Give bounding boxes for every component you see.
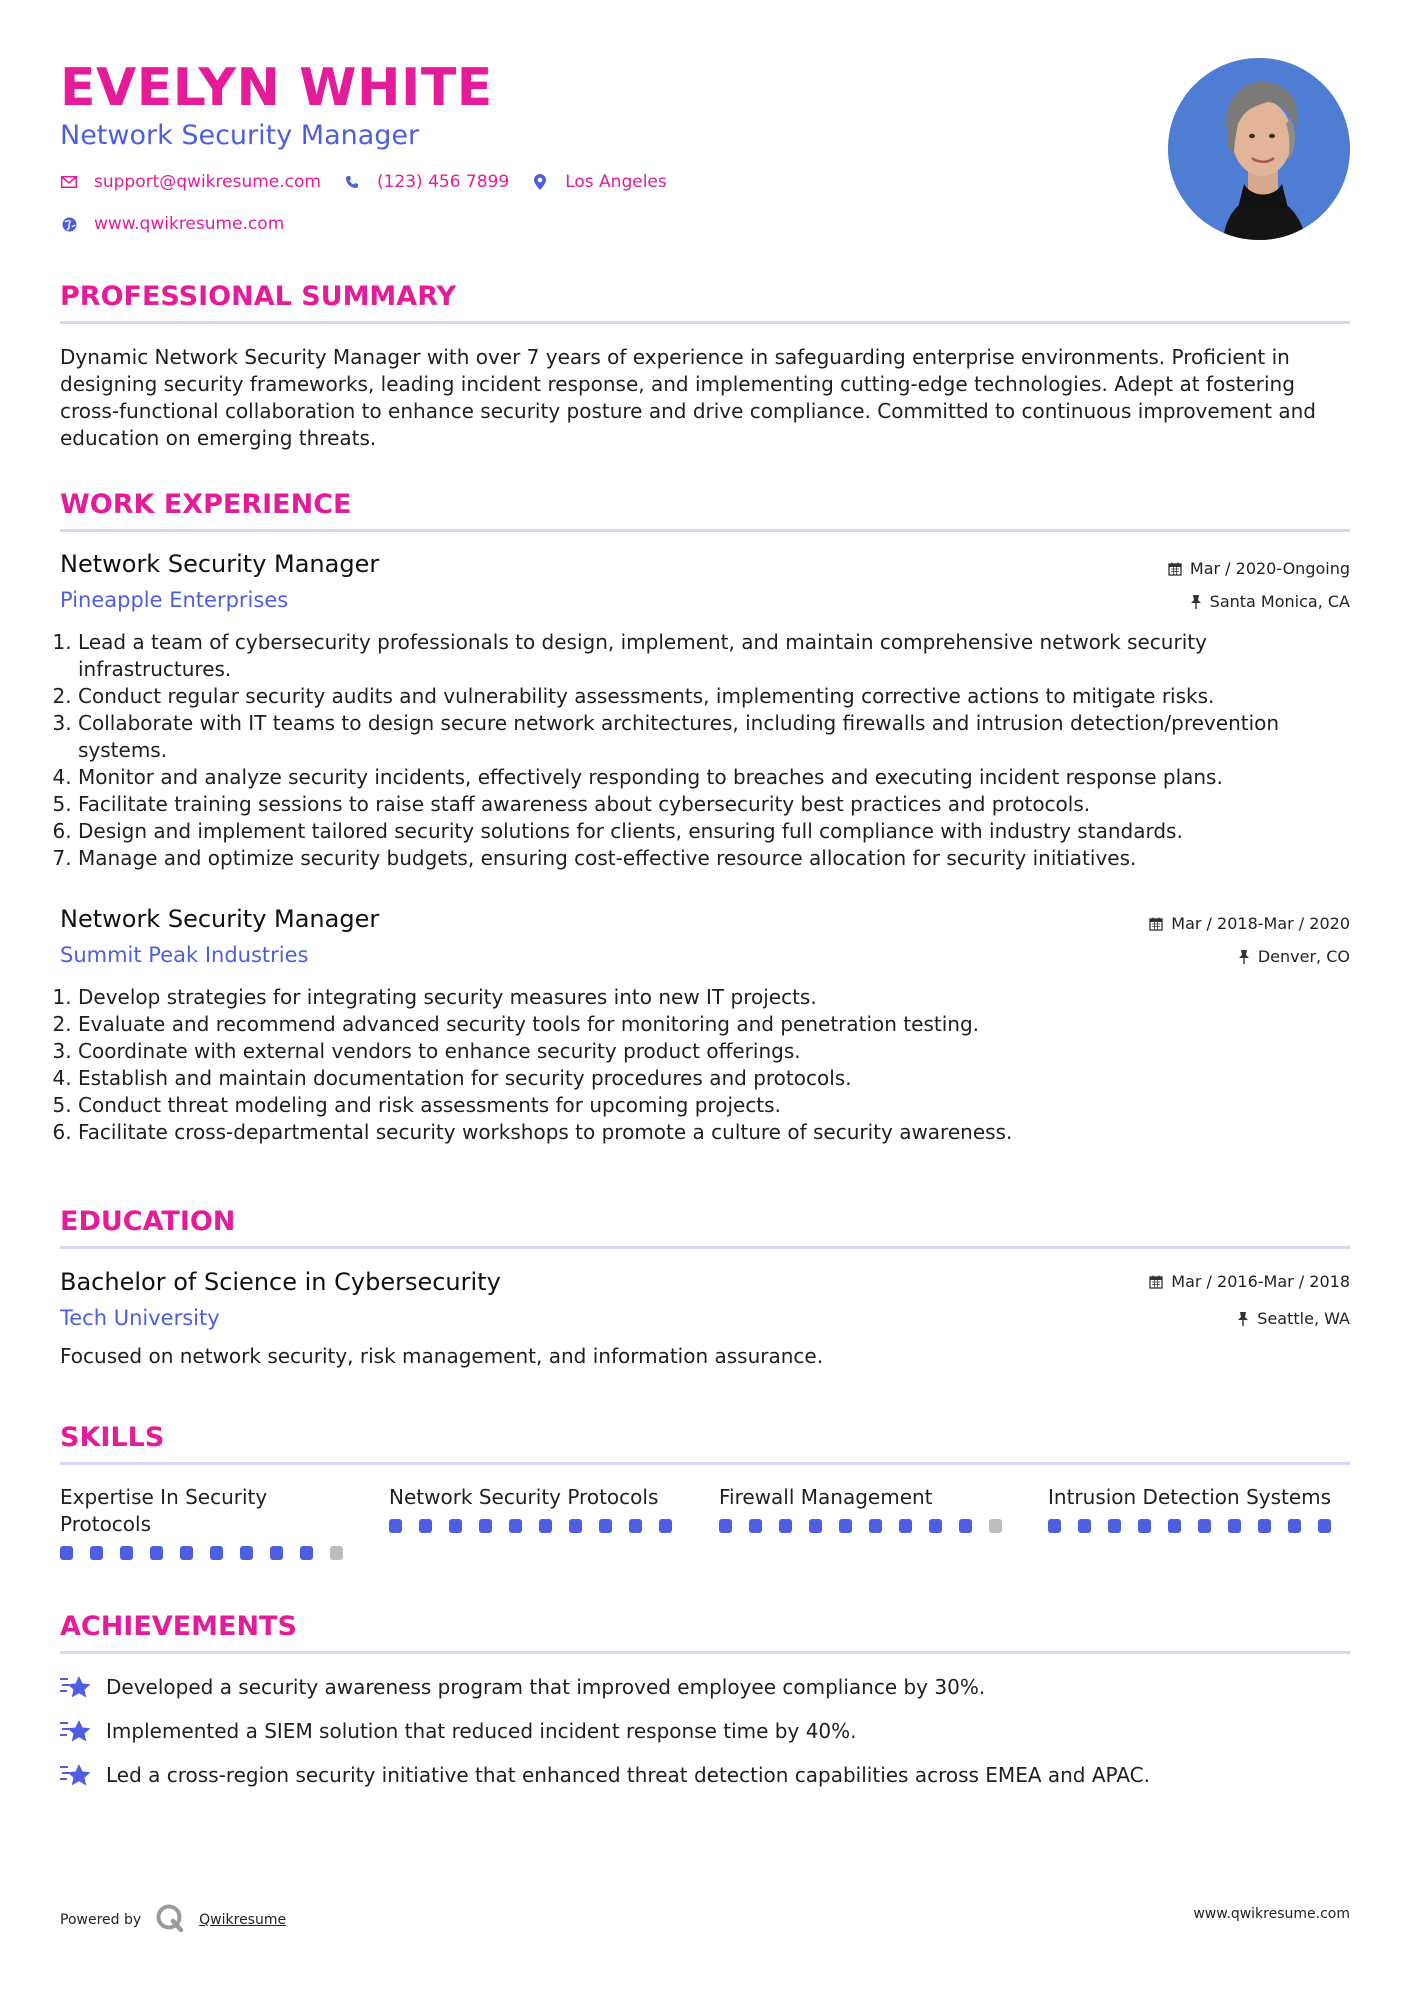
footer-powered-by [60, 1903, 286, 1937]
skill-dot-filled [1108, 1519, 1121, 1533]
section-title-experience: WORK EXPERIENCE [60, 489, 352, 520]
skill-dot-filled [629, 1519, 642, 1533]
skill-dot-filled [509, 1519, 522, 1533]
website-row [60, 214, 306, 234]
skill-dot-filled [449, 1519, 462, 1533]
skill-rating [719, 1519, 1019, 1533]
job-location [1190, 592, 1350, 611]
duty-item: 3. Collaborate with IT teams to design secure network architectures, including firewalls and intrusion detection/prevention systems. [78, 710, 1348, 764]
job-title: Network Security Manager [60, 550, 380, 578]
globe-icon [60, 215, 78, 233]
skill-dot-filled [569, 1519, 582, 1533]
skill-dot-filled [300, 1546, 313, 1560]
achievement-item [60, 1719, 857, 1743]
duty-item: 4. Monitor and analyze security incidents, effectively responding to breaches and executing incident response plans. [78, 764, 1348, 791]
duty-item: 5. Conduct threat modeling and risk assessments for upcoming projects. [78, 1092, 1348, 1119]
education-location [1237, 1309, 1350, 1328]
job-dates [1168, 559, 1350, 578]
map-pin-icon [531, 173, 549, 191]
skill-label: Intrusion Detection Systems [1048, 1485, 1332, 1509]
section-divider [60, 1651, 1350, 1654]
section-title-summary: PROFESSIONAL SUMMARY [60, 281, 457, 312]
skill-dot-filled [839, 1519, 852, 1533]
skill-dot-filled [1048, 1519, 1061, 1533]
profile-photo [1168, 58, 1350, 240]
duty-item: 2. Conduct regular security audits and vulnerability assessments, implementing corrective actions to mitigate risks. [78, 683, 1348, 710]
skill-dot-filled [959, 1519, 972, 1533]
skill-dot-filled [120, 1546, 133, 1560]
section-title-skills: SKILLS [60, 1422, 165, 1453]
achievement-item [60, 1675, 985, 1699]
duty-item: 4. Establish and maintain documentation for security procedures and protocols. [78, 1065, 1348, 1092]
school-name: Tech University [60, 1306, 220, 1330]
skill-item [719, 1484, 1019, 1533]
contact-row [60, 172, 689, 192]
job-dates-text: Mar / 2018-Mar / 2020 [1171, 914, 1350, 933]
envelope-icon [60, 173, 78, 191]
skill-dot-filled [419, 1519, 432, 1533]
star-icon [60, 1719, 92, 1743]
phone-icon [343, 173, 361, 191]
skill-item [60, 1484, 360, 1560]
skill-dot-empty [989, 1519, 1002, 1533]
skill-dot-filled [929, 1519, 942, 1533]
skill-dot-filled [899, 1519, 912, 1533]
skill-dot-filled [809, 1519, 822, 1533]
duty-list [60, 984, 1348, 1146]
powered-by-label: Powered by [60, 1912, 142, 1928]
email-link[interactable]: support@qwikresume.com [94, 172, 321, 192]
skill-item [389, 1484, 689, 1533]
skill-dot-filled [1228, 1519, 1241, 1533]
skill-dot-filled [539, 1519, 552, 1533]
skill-rating [60, 1546, 360, 1560]
skill-dot-filled [749, 1519, 762, 1533]
skill-dot-filled [1138, 1519, 1151, 1533]
duty-item: 1. Lead a team of cybersecurity professionals to design, implement, and maintain comprehensive network security infrastructures. [78, 629, 1348, 683]
section-title-education: EDUCATION [60, 1206, 236, 1237]
star-icon [60, 1763, 92, 1787]
skill-rating [389, 1519, 689, 1533]
skill-dot-filled [869, 1519, 882, 1533]
section-divider [60, 529, 1350, 532]
job-location-text: Denver, CO [1257, 947, 1350, 966]
duty-item: 2. Evaluate and recommend advanced security tools for monitoring and penetration testing. [78, 1011, 1348, 1038]
skill-dot-filled [479, 1519, 492, 1533]
duty-item: 1. Develop strategies for integrating security measures into new IT projects. [78, 984, 1348, 1011]
skill-dot-filled [779, 1519, 792, 1533]
education-location-text: Seattle, WA [1257, 1309, 1350, 1328]
education-dates-text: Mar / 2016-Mar / 2018 [1171, 1272, 1350, 1291]
duty-item: 7. Manage and optimize security budgets, ensuring cost-effective resource allocation for security initiatives. [78, 845, 1348, 872]
location-text: Los Angeles [565, 172, 667, 192]
calendar-icon [1168, 562, 1182, 576]
skill-dot-filled [1078, 1519, 1091, 1533]
skill-dot-filled [1318, 1519, 1331, 1533]
job-location [1238, 947, 1350, 966]
footer-website[interactable]: www.qwikresume.com [1193, 1906, 1350, 1922]
degree-title: Bachelor of Science in Cybersecurity [60, 1268, 501, 1296]
section-divider [60, 321, 1350, 324]
pin-icon [1190, 595, 1202, 609]
section-divider [60, 1462, 1350, 1465]
skill-dot-filled [659, 1519, 672, 1533]
skill-dot-filled [389, 1519, 402, 1533]
achievement-item [60, 1763, 1150, 1787]
education-description: Focused on network security, risk management, and information assurance. [60, 1344, 824, 1368]
skill-dot-filled [719, 1519, 732, 1533]
skill-dot-filled [1288, 1519, 1301, 1533]
skill-dot-filled [150, 1546, 163, 1560]
pin-icon [1237, 1312, 1249, 1326]
skill-item [1048, 1484, 1348, 1533]
job-title: Network Security Manager [60, 905, 380, 933]
calendar-icon [1149, 1275, 1163, 1289]
skill-dot-filled [1258, 1519, 1271, 1533]
qwikresume-link[interactable]: Qwikresume [199, 1912, 287, 1928]
job-dates-text: Mar / 2020-Ongoing [1189, 559, 1350, 578]
skill-rating [1048, 1519, 1348, 1533]
calendar-icon [1149, 917, 1163, 931]
skill-label: Network Security Protocols [389, 1485, 659, 1509]
achievement-text: Led a cross-region security initiative that enhanced threat detection capabilities across EMEA and APAC. [106, 1763, 1150, 1787]
candidate-name: EVELYN WHITE [60, 58, 493, 118]
duty-item: 3. Coordinate with external vendors to enhance security product offerings. [78, 1038, 1348, 1065]
duty-item: 5. Facilitate training sessions to raise staff awareness about cybersecurity best practices and protocols. [78, 791, 1348, 818]
skill-dot-empty [330, 1546, 343, 1560]
pin-icon [1238, 950, 1250, 964]
candidate-role: Network Security Manager [60, 120, 420, 151]
company-name: Pineapple Enterprises [60, 588, 289, 612]
achievement-text: Implemented a SIEM solution that reduced incident response time by 40%. [106, 1719, 857, 1743]
website-link[interactable]: www.qwikresume.com [94, 214, 285, 234]
phone-number[interactable]: (123) 456 7899 [376, 172, 510, 192]
achievement-text: Developed a security awareness program that improved employee compliance by 30%. [106, 1675, 986, 1699]
section-title-achievements: ACHIEVEMENTS [60, 1611, 297, 1642]
star-icon [60, 1675, 92, 1699]
qwikresume-logo-icon [155, 1903, 185, 1937]
skill-dot-filled [1168, 1519, 1181, 1533]
skill-dot-filled [60, 1546, 73, 1560]
job-dates [1149, 914, 1350, 933]
education-dates [1149, 1272, 1350, 1291]
skill-dot-filled [1198, 1519, 1211, 1533]
skill-dot-filled [90, 1546, 103, 1560]
duty-item: 6. Design and implement tailored security solutions for clients, ensuring full compliance with industry standards. [78, 818, 1348, 845]
duty-list [60, 629, 1348, 872]
skill-dot-filled [210, 1546, 223, 1560]
job-location-text: Santa Monica, CA [1209, 592, 1350, 611]
skill-dot-filled [599, 1519, 612, 1533]
company-name: Summit Peak Industries [60, 943, 309, 967]
skill-dot-filled [270, 1546, 283, 1560]
skill-label: Firewall Management [719, 1485, 933, 1509]
summary-text: Dynamic Network Security Manager with over 7 years of experience in safeguarding enterprise environments. Proficient in designing security frameworks, leading incident response, and implementing cutting-edge technologies. Adept at fostering cross-functional collaboration to enhance security posture and drive compliance. Committed to continuous improvement and education on emerging threats. [60, 345, 1316, 450]
section-divider [60, 1246, 1350, 1249]
skill-dot-filled [240, 1546, 253, 1560]
skill-dot-filled [180, 1546, 193, 1560]
skill-label: Expertise In Security Protocols [60, 1485, 268, 1536]
duty-item: 6. Facilitate cross-departmental security workshops to promote a culture of security awareness. [78, 1119, 1348, 1146]
